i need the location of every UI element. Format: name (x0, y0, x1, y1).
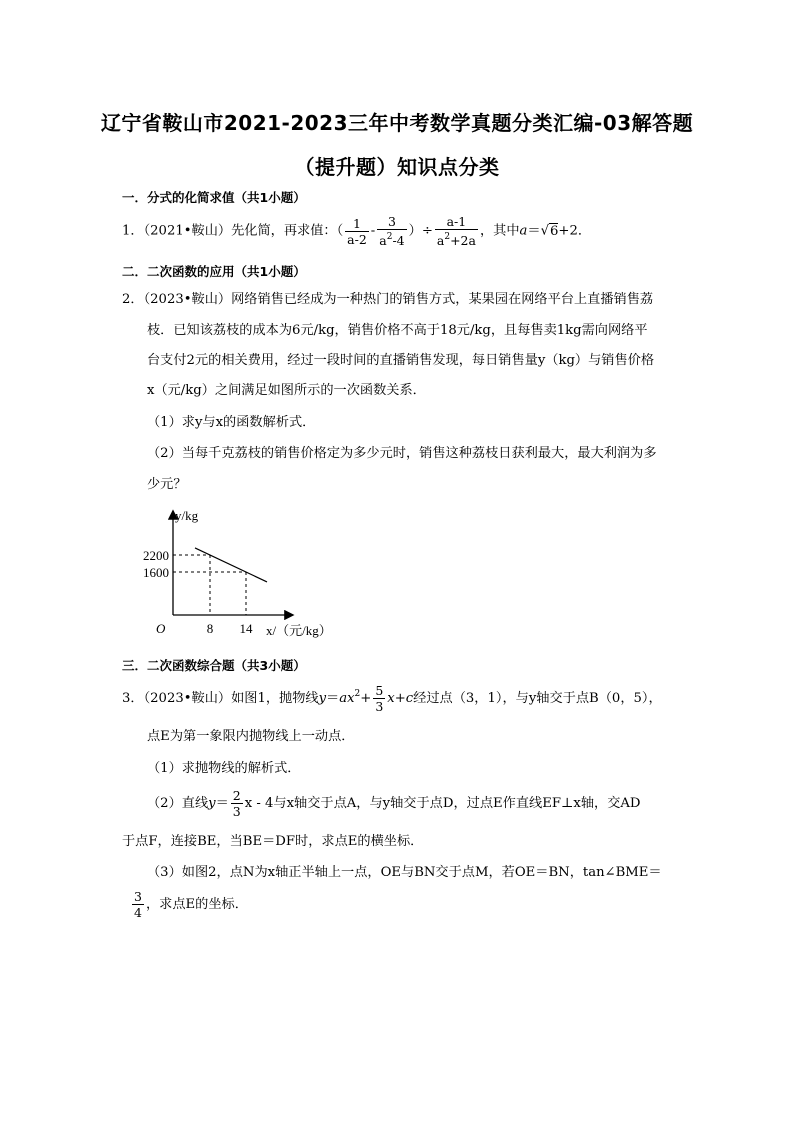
q3-l1-fraction (373, 683, 385, 714)
q1-prefix: 1．（2021•鞍山）先化简，再求值：（ (122, 223, 344, 239)
q1-sqrt-val: 6 (550, 223, 559, 239)
q1-f2-den (377, 230, 406, 248)
q1-sqrt-sign: √ (540, 223, 549, 239)
q1-suffix: ，其中 (479, 223, 520, 239)
q1-f3-den-exp: 2 (444, 232, 451, 242)
q2-line-2: 枝．已知该荔枝的成本为6元/kg，销售价格不高于18元/kg，且每售卖1kg需向网络平 (147, 323, 648, 338)
q3-line-2: 点E为第一象限内抛物线上一动点． (147, 729, 355, 744)
q3-l1-ax: ax (339, 691, 355, 706)
q3-sub-1: （1）求抛物线的解析式． (147, 761, 301, 776)
q3-sub2-f-den: 3 (232, 804, 241, 819)
section-heading-3: 三．二次函数综合题（共3小题） (122, 658, 306, 673)
q3-line-1 (122, 683, 662, 714)
q3-sub2-f-num: 2 (232, 788, 241, 803)
y-tick-label-1: 2200 (143, 548, 169, 563)
q1-fraction-2 (377, 214, 406, 248)
q3-sub2-b: x - 4与x轴交于点A，与y轴交于点D，过点E作直线EF⊥x轴，交AD (244, 796, 641, 811)
page-title: 辽宁省鞍山市2021-2023三年中考数学真题分类汇编-03解答题 (100, 111, 694, 135)
q1-fraction-3 (435, 214, 478, 248)
function-line (195, 548, 267, 582)
q3-l1-y: y (318, 691, 327, 706)
q2-line-3: 台支付2元的相关费用，经过一段时间的直播销售发现，每日销售量y（kg）与销售价格 (147, 353, 655, 368)
q1-minus: - (370, 223, 376, 239)
q3-l1-a: 3．（2023•鞍山）如图1，抛物线 (122, 691, 319, 706)
q1-fraction-1 (345, 216, 369, 247)
q1-f3-den-b: +2a (450, 233, 476, 248)
q3-sub3-fraction (132, 889, 144, 920)
q3-sub2-eq: ＝ (215, 796, 229, 811)
q2-sub-1: （1）求y与x的函数解析式． (147, 415, 316, 430)
q1-f1-num: 1 (345, 216, 369, 232)
q3-l1-xc: x+c (387, 691, 414, 706)
q3-l1-eq: ＝ (326, 691, 340, 706)
q1-eq: ＝ (527, 223, 541, 239)
q1-f2-num: 3 (377, 214, 406, 230)
q1-f2-den-b: -4 (392, 233, 405, 248)
q1-tail: +2． (558, 223, 592, 239)
q1-f3-den-a: a (436, 233, 445, 248)
q3-sub2-y: y (208, 796, 216, 811)
section-heading-1: 一．分式的化简求值（共1小题） (122, 190, 306, 205)
q3-sub2-a: （2）直线 (147, 796, 209, 811)
q2-line-4: x（元/kg）之间满足如图所示的一次函数关系． (147, 383, 426, 398)
q1-f3-num: a-1 (435, 214, 478, 230)
q3-sub-2 (147, 788, 640, 819)
q2-graph (140, 500, 360, 645)
q3-l1-plus: + (360, 691, 372, 706)
x-axis-label: x/（元/kg） (266, 623, 332, 638)
q3-sub2-fraction (231, 788, 243, 819)
q3-sub3-f-num: 3 (134, 889, 142, 904)
q3-sub-2c: 于点F，连接BE，当BE＝DF时，求点E的横坐标． (122, 834, 424, 849)
q3-l1-exp: 2 (354, 689, 361, 699)
q3-l1-f-num: 5 (375, 683, 384, 698)
q3-l1-f-den: 3 (375, 699, 384, 714)
section-heading-2: 二．二次函数的应用（共1小题） (122, 264, 306, 279)
q3-sub3-b: ，求点E的坐标． (145, 897, 248, 912)
q1-var-a: a (519, 223, 528, 239)
question-1 (122, 214, 591, 248)
q2-line-1: 2．（2023•鞍山）网络销售已经成为一种热门的销售方式，某果园在网络平台上直播销售荔 (122, 292, 654, 307)
x-tick-label-1: 8 (206, 621, 214, 636)
q3-sub-3-tail (130, 889, 248, 920)
q1-f3-den (435, 230, 478, 248)
q3-sub-3: （3）如图2，点N为x轴正半轴上一点，OE与BN交于点M，若OE＝BN，tan∠BME＝ (147, 865, 662, 880)
q1-close-div: ）÷ (408, 223, 433, 239)
x-tick-label-2: 14 (239, 621, 253, 636)
q3-l1-b: 经过点（3，1），与y轴交于点B（0，5）， (413, 691, 662, 706)
q1-f2-den-exp: 2 (386, 232, 393, 242)
q2-sub-2b: 少元？ (147, 477, 187, 492)
y-tick-label-2: 1600 (143, 565, 169, 580)
q1-f1-den: a-2 (347, 231, 367, 247)
page-subtitle: （提升题）知识点分类 (294, 155, 500, 179)
origin-label: O (156, 621, 166, 636)
q1-f2-den-a: a (379, 233, 387, 248)
q2-sub-2a: （2）当每千克荔枝的销售价格定为多少元时，销售这种荔枝日获利最大，最大利润为多 (147, 446, 657, 461)
y-axis-label: y/kg (175, 508, 199, 523)
q3-sub3-f-den: 4 (134, 905, 142, 920)
